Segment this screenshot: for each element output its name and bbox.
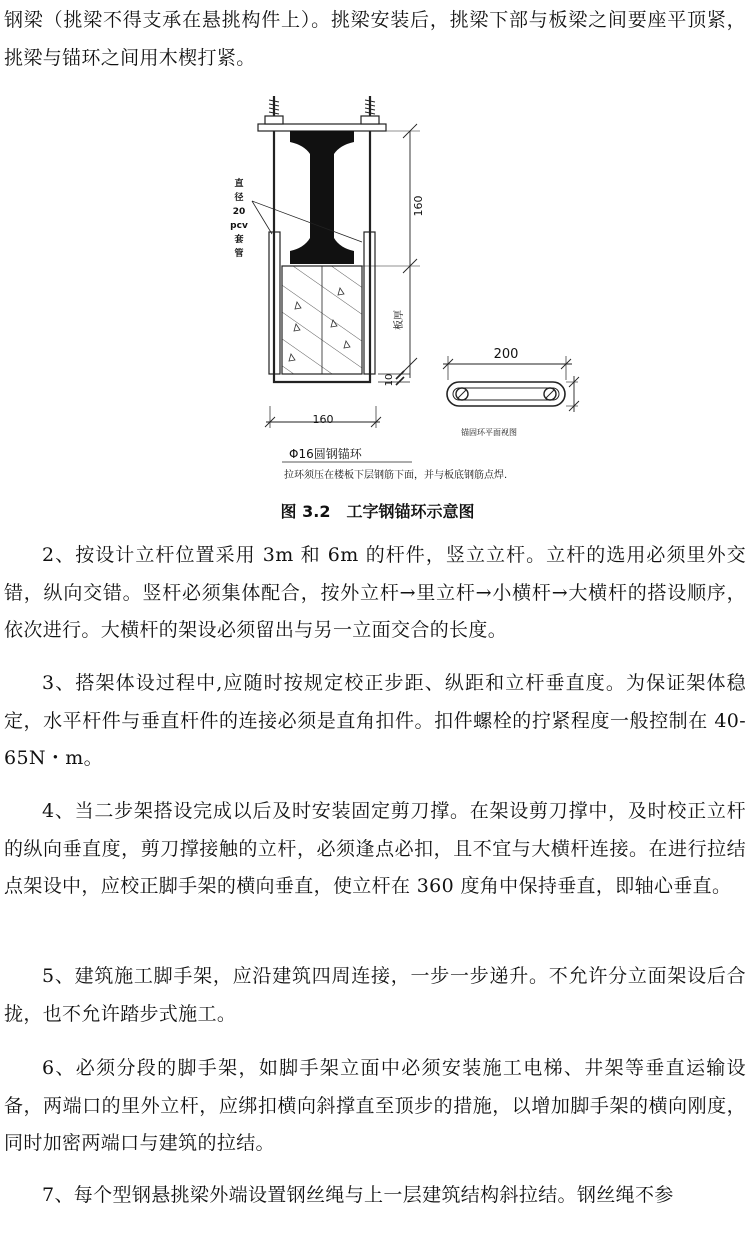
paragraph-6: 6、必须分段的脚手架，如脚手架立面中必须安装施工电梯、井架等垂直运输设备，两端口的里外立杆，应绑扣横向斜撑直至顶步的措施，以增加脚手架的横向刚度，同时加密两端口与建筑的拉结。 [4, 1057, 746, 1154]
dim-base-label: 160 [312, 413, 334, 426]
paragraph-3: 3、搭架体设过程中,应随时按规定校正步距、纵距和立杆垂直度。为保证架体稳定，水平杆件与垂直杆件的连接必须是直角扣件。扣件螺栓的拧紧程度一般控制在 40-65N・m。 [4, 672, 746, 769]
anchor-ring-drawing [0, 88, 755, 488]
label-pipe-6: 管 [234, 249, 244, 259]
label-anchor-ring: Φ16圆钢锚环 [289, 447, 362, 461]
paragraph-5: 5、建筑施工脚手架，应沿建筑四周连接，一步一步递升。不允许分立面架设后合拢，也不允许踏步式施工。 [4, 965, 746, 1025]
dim-height-label: 160 [412, 195, 425, 217]
paragraph-4: 4、当二步架搭设完成以后及时安装固定剪刀撑。在架设剪刀撑中，及时校正立杆的纵向垂直度，剪刀撑接触的立杆，必须逢点必扣，且不宜与大横杆连接。在进行拉结点架设中，应校正脚手架的横向垂直，使立杆在 360 度角中保持垂直，即轴心垂直。 [4, 800, 746, 897]
figure-caption: 图 3.2 工字钢锚环示意图 [280, 502, 475, 521]
label-pipe-3: 20 [232, 207, 246, 217]
label-note: 拉环须压在楼板下层钢筋下面，并与板底钢筋点焊. [284, 470, 508, 481]
dim-plan-label: 200 [493, 347, 519, 362]
dim-slab-label: 板厚 [394, 310, 405, 330]
paragraph-intro: 钢梁（挑梁不得支承在悬挑构件上）。挑梁安装后，挑梁下部与板梁之间要座平顶紧，挑梁与锚环之间用木楔打紧。 [4, 9, 746, 69]
anchor-ring-figure [0, 88, 755, 488]
label-pipe-5: 套 [234, 235, 244, 245]
i-beam [290, 131, 354, 264]
label-pipe-2: 径 [234, 193, 244, 203]
label-plan-view: 锚固环平面视图 [461, 428, 517, 437]
label-pipe-1: 直 [234, 179, 244, 189]
dim-small-label: 10 [384, 373, 395, 387]
top-plate [258, 124, 386, 131]
paragraph-7: 7、每个型钢悬挑梁外端设置钢丝绳与上一层建筑结构斜拉结。钢丝绳不参 [42, 1184, 674, 1206]
anchor-ring [274, 378, 370, 382]
label-pipe-4: pcv [230, 221, 248, 231]
paragraph-2: 2、按设计立杆位置采用 3m 和 6m 的杆件，竖立立杆。立杆的选用必须里外交错，纵向交错。竖杆必须集体配合，按外立杆→里立杆→小横杆→大横杆的搭设顺序，依次进行。大横杆的架设必须留出与另一立面交合的长度。 [4, 544, 746, 641]
